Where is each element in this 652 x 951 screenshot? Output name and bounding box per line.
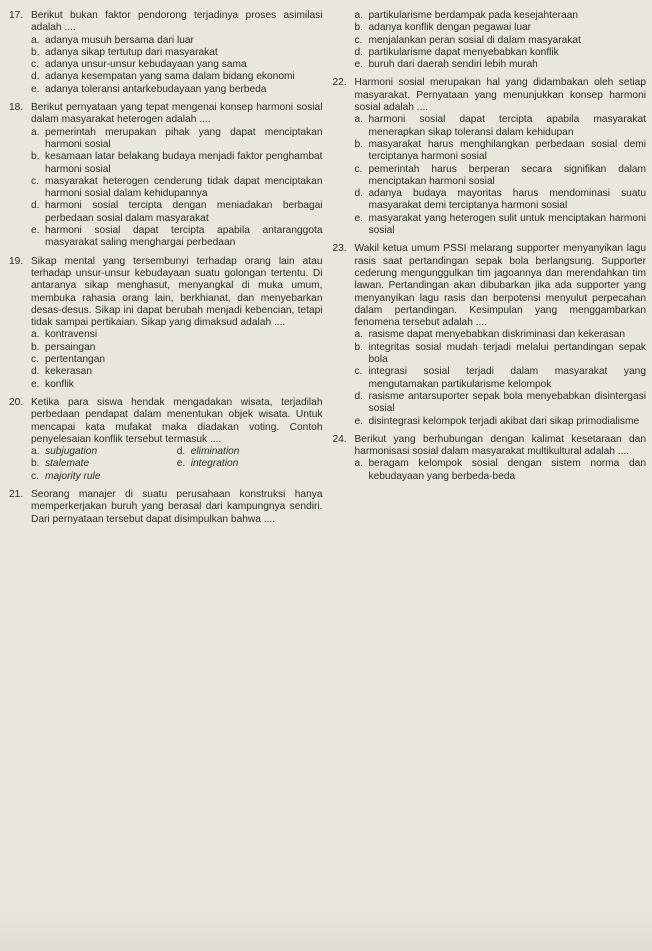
option-letter: a. — [354, 458, 363, 470]
answer-option — [355, 416, 647, 428]
option-letter: c. — [31, 470, 39, 482]
option-letter: a. — [31, 126, 40, 138]
option-letter: a. — [354, 114, 363, 126]
answer-option — [31, 84, 323, 96]
answer-options — [31, 329, 323, 390]
question-number: 23. — [332, 243, 347, 255]
option-letter: e. — [354, 59, 363, 71]
answer-option — [355, 47, 647, 59]
answer-option — [355, 329, 647, 341]
answer-option — [31, 47, 323, 59]
answer-option — [31, 127, 323, 152]
option-letter: d. — [354, 390, 363, 402]
option-text: pemerintah harus berperan secara signifikan dalam menciptakan harmoni sosial — [368, 163, 646, 187]
answer-option — [355, 342, 647, 367]
answer-option — [31, 366, 323, 378]
answer-options — [31, 35, 323, 96]
right-column — [333, 10, 647, 951]
option-letter: d. — [31, 200, 40, 212]
option-text: menjalankan peran sosial di dalam masyarakat — [368, 34, 581, 46]
option-letter: e. — [354, 212, 363, 224]
option-text: adanya musuh bersama dari luar — [45, 34, 194, 46]
answer-option — [31, 458, 177, 470]
option-text: adanya toleransi antarkebudayaan yang berbeda — [45, 83, 267, 95]
answer-option — [355, 164, 647, 189]
option-letter: a. — [354, 10, 363, 21]
answer-option — [355, 35, 647, 47]
question-number: 22. — [332, 77, 347, 89]
option-letter: b. — [31, 458, 40, 470]
option-letter: c. — [354, 34, 363, 46]
question-block — [9, 489, 323, 526]
option-text: adanya budaya mayoritas harus mendominasi suatu masyarakat demi terciptanya harmoni sosial — [368, 188, 646, 212]
option-letter: c. — [354, 366, 363, 378]
option-letter: a. — [31, 34, 40, 46]
question-block — [333, 434, 647, 483]
option-text: pertentangan — [45, 354, 106, 366]
option-text: integration — [190, 458, 239, 470]
option-letter: b. — [31, 46, 40, 58]
option-text: kekerasan — [45, 366, 93, 378]
answer-option — [31, 329, 323, 341]
option-letter: d. — [31, 71, 40, 83]
question-block — [333, 77, 647, 237]
answer-option — [355, 366, 647, 391]
question-head — [9, 489, 323, 526]
answer-option — [355, 213, 647, 238]
option-letter: a. — [31, 329, 40, 341]
question-block — [9, 102, 323, 250]
question-head — [9, 256, 323, 330]
option-letter: e. — [31, 378, 40, 390]
option-text: buruh dari daerah sendiri lebih murah — [368, 59, 538, 71]
question-text: Harmoni sosial merupakan hal yang didambakan oleh setiap masyarakat. Pernyataan yang menunjukkan konsep harmoni sosial adalah .... — [354, 77, 646, 114]
question-block — [9, 256, 323, 391]
question-head — [333, 77, 647, 114]
question-number: 18. — [9, 102, 24, 114]
option-letter: e. — [31, 83, 40, 95]
option-text: partikularisme berdampak pada kesejahteraan — [368, 10, 579, 21]
question-number: 20. — [9, 396, 24, 408]
answer-option — [31, 151, 323, 176]
option-text: harmoni sosial tercipta dengan meniadakan berbagai perbedaan sosial dalam masyarakat — [45, 200, 323, 224]
answer-options — [355, 114, 647, 237]
answer-option — [31, 200, 323, 225]
option-text: harmoni sosial dapat tercipta apabila masyarakat menerapkan sikap toleransi dalam kehidupan — [368, 114, 646, 138]
question-head — [333, 434, 647, 459]
option-text: kontravensi — [45, 329, 98, 341]
option-text: adanya kesempatan yang sama dalam bidang ekonomi — [45, 71, 295, 83]
option-text: kesamaan latar belakang budaya menjadi faktor penghambat harmoni sosial — [45, 151, 323, 175]
answer-options — [355, 10, 647, 71]
question-number: 17. — [9, 10, 24, 21]
answer-option — [355, 188, 647, 213]
option-letter: b. — [354, 341, 363, 353]
option-letter: a. — [31, 446, 40, 458]
question-block — [333, 243, 647, 427]
question-head — [9, 102, 323, 127]
answer-option — [31, 176, 323, 201]
option-text: rasisme dapat menyebabkan diskriminasi dan kekerasan — [368, 329, 626, 341]
option-letter: b. — [354, 22, 363, 34]
option-letter: b. — [31, 341, 40, 353]
option-letter: c. — [31, 354, 39, 366]
option-letter: d. — [31, 366, 40, 378]
option-text: konflik — [45, 378, 74, 390]
option-text: integrasi sosial terjadi dalam masyarakat yang mengutamakan partikularisme kelompok — [368, 366, 646, 390]
question-text: Ketika para siswa hendak mengadakan wisata, terjadilah perbedaan pendapat dalam menentukan objek wisata. Untuk mencapai kata mufakat maka diadakan voting. Contoh penyelesaian konflik tersebut termasuk .... — [31, 396, 323, 445]
option-text: adanya konflik dengan pegawai luar — [368, 22, 532, 34]
answer-option — [355, 391, 647, 416]
question-number: 21. — [9, 488, 24, 500]
option-letter: a. — [354, 329, 363, 341]
option-letter: d. — [354, 188, 363, 200]
answer-option — [355, 10, 647, 22]
answer-options — [355, 458, 647, 483]
option-letter: d. — [176, 446, 186, 458]
answer-option — [31, 379, 323, 391]
answer-options — [355, 329, 647, 427]
answer-option — [355, 114, 647, 139]
answer-option — [31, 71, 323, 83]
option-text: adanya sikap tertutup dari masyarakat — [45, 46, 218, 58]
answer-options-grid — [31, 446, 323, 483]
option-letter: b. — [31, 151, 40, 163]
option-letter: c. — [31, 59, 39, 71]
option-text: harmoni sosial dapat tercipta apabila antaranggota masyarakat saling menghargai perbedaan — [45, 225, 323, 249]
option-letter: c. — [31, 175, 39, 187]
answer-option — [31, 225, 323, 250]
option-text: masyarakat harus menghilangkan perbedaan sosial demi terciptanya harmoni sosial — [368, 138, 646, 163]
option-text: disintegrasi kelompok terjadi akibat dari sikap primodialisme — [368, 415, 640, 427]
question-text: Berikut pernyataan yang tepat mengenai konsep harmoni sosial dalam masyarakat heterogen adalah .... — [31, 102, 323, 126]
question-block — [9, 397, 323, 483]
option-letter: e. — [354, 415, 363, 427]
option-text: partikularisme dapat menyebabkan konflik — [368, 46, 559, 58]
question-block — [9, 10, 323, 96]
question-head — [9, 10, 323, 35]
option-letter: b. — [354, 138, 363, 150]
option-text: masyarakat yang heterogen sulit untuk menciptakan harmoni sosial — [368, 212, 646, 237]
answer-option — [31, 471, 177, 483]
answer-option — [355, 22, 647, 34]
option-text: integritas sosial mudah terjadi melalui pertandingan sepak bola — [368, 341, 646, 366]
answer-option — [355, 139, 647, 164]
option-text: adanya unsur-unsur kebudayaan yang sama — [45, 59, 247, 71]
answer-option — [355, 59, 647, 71]
question-number: 19. — [9, 255, 24, 267]
option-text: rasisme antarsuporter sepak bola menyebabkan disintergasi sosial — [368, 390, 646, 415]
answer-option — [31, 35, 323, 47]
option-letter: e. — [31, 225, 40, 237]
option-letter: d. — [354, 46, 363, 58]
question-number: 24. — [332, 433, 347, 445]
answer-option — [31, 446, 177, 458]
left-column — [6, 10, 323, 951]
option-text: persaingan — [45, 341, 96, 353]
option-text: masyarakat heterogen cenderung tidak dapat menciptakan harmoni sosial dalam kehidupannya — [45, 175, 323, 200]
option-text: stalemate — [45, 458, 90, 470]
option-text: subjugation — [45, 446, 98, 458]
option-text: elimination — [190, 446, 240, 458]
answer-option — [177, 458, 323, 470]
answer-option — [31, 354, 323, 366]
question-text: Seorang manajer di suatu perusahaan konstruksi hanya memperkerjakan buruh yang berasal dari kampungnya sendiri. Dari pernyataan tersebut dapat disimpulkan bahwa .... — [31, 488, 323, 525]
answer-options — [31, 127, 323, 250]
answer-option — [31, 342, 323, 354]
question-head — [333, 243, 647, 329]
option-letter: e. — [176, 458, 186, 470]
answer-option — [31, 59, 323, 71]
option-letter: c. — [354, 163, 363, 175]
question-text: Berikut yang berhubungan dengan kalimat kesetaraan dan harmonisasi sosial dalam masyarakat multikultural adalah .... — [354, 433, 646, 458]
question-text: Sikap mental yang tersembunyi terhadap orang lain atau terhadap unsur-unsur kebudayaan suatu golongan tertentu. Di antaranya sikap menghasut, menyangkal di muka umum, membuka rahasia orang lain, berkhianat, dan menyebarkan desas-desus. Sikap ini dapat berubah menjadi kebencian, tetapi tidak sampai pertikaian. Sikap yang dimaksud adalah .... — [31, 255, 323, 329]
question-text: Wakil ketua umum PSSI melarang supporter menyanyikan lagu rasis saat pertandingan sepak bola berlangsung. Supporter cederung mengunggulkan tim jagoannya dan merendahkan tim lawan. Pertandingan akan dibubarkan jika ada supporter yang menyanyikan lagu rasis dan berpotensi menyulut perpecahan dalam pertandingan. Kesimpulan yang menggambarkan fenomena tersebut adalah .... — [354, 243, 646, 329]
option-text: pemerintah merupakan pihak yang dapat menciptakan harmoni sosial — [45, 126, 323, 150]
question-text: Berikut bukan faktor pendorong terjadinya proses asimilasi adalah .... — [31, 10, 323, 34]
answer-option — [355, 458, 647, 483]
question-block — [333, 10, 647, 71]
option-text: beragam kelompok sosial dengan sistem norma dan kebudayaan yang berbeda-beda — [368, 458, 646, 482]
answer-option — [177, 446, 323, 458]
option-text: majority rule — [45, 470, 101, 482]
question-head — [9, 397, 323, 446]
